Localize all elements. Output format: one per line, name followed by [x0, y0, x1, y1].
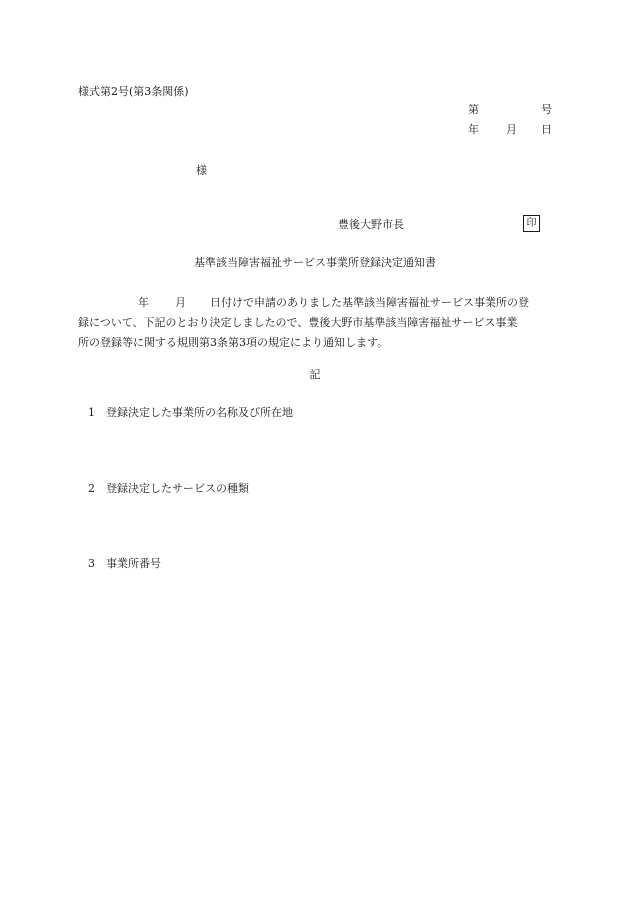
issuer-name: 豊後大野市長: [338, 218, 404, 231]
document-title: 基準該当障害福祉サービス事業所登録決定通知書: [194, 256, 436, 269]
list-item: [88, 406, 293, 420]
item-label: 登録決定した事業所の名称及び所在地: [106, 406, 293, 419]
body-line-2: 録について、下記のとおり決定しましたので、豊後大野市基準該当障害福祉サービス事業: [78, 316, 518, 329]
body-line-3: 所の登録等に関する規則第3条第3項の規定により通知します。: [78, 336, 389, 349]
item-number: 1: [88, 406, 95, 419]
notification-body: [78, 293, 558, 353]
document-number-prefix: 第: [468, 103, 479, 116]
body-line-1: [78, 293, 558, 313]
body-year-label: 年: [138, 296, 149, 309]
item-number: 3: [88, 557, 95, 570]
form-label: 様式第2号(第3条関係): [78, 85, 189, 98]
document-number-suffix: 号: [541, 103, 552, 116]
list-item: [88, 482, 249, 496]
ki-heading: 記: [309, 368, 321, 381]
date-month-label: 月: [506, 123, 517, 136]
date-year-label: 年: [468, 123, 479, 136]
body-month-label: 月: [175, 296, 186, 309]
date-day-label: 日: [541, 123, 552, 136]
list-item: [88, 557, 161, 571]
body-line-1-text: 日付けで申請のありました基準該当障害福祉サービス事業所の登: [210, 296, 529, 309]
seal-mark: 印: [523, 215, 540, 232]
item-label: 事業所番号: [106, 557, 161, 570]
item-number: 2: [88, 482, 95, 495]
addressee-honorific: 様: [196, 164, 207, 177]
item-label: 登録決定したサービスの種類: [106, 482, 249, 495]
